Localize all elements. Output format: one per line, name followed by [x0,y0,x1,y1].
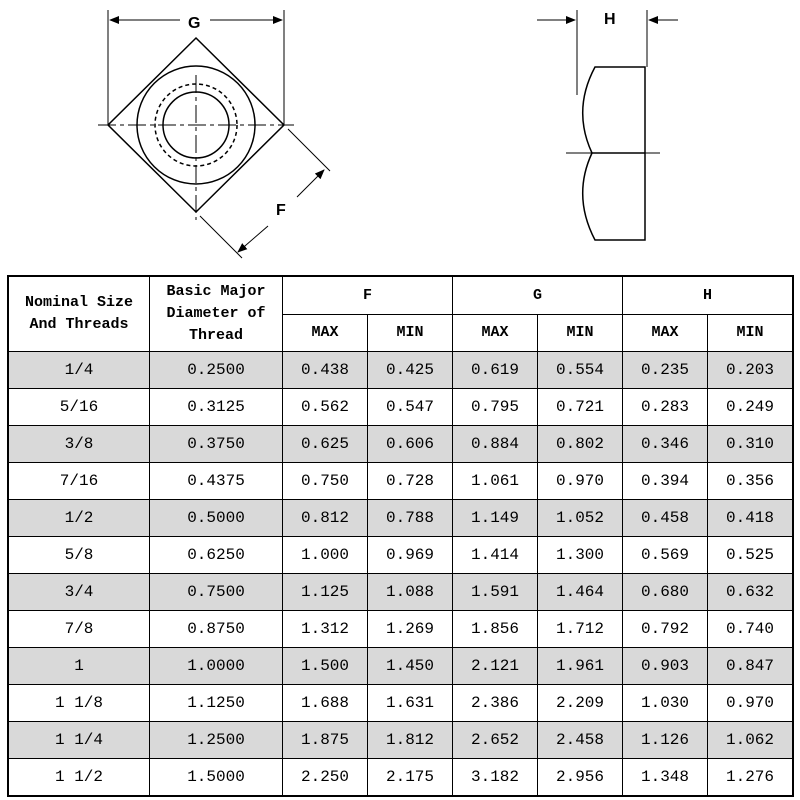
cell-g-max: 3.182 [453,759,538,797]
cell-nominal-size: 5/16 [8,389,150,426]
header-group-h: H [623,276,794,315]
cell-g-max: 1.061 [453,463,538,500]
cell-nominal-size: 1/4 [8,352,150,389]
table-row [8,537,793,574]
cell-basic-diameter: 0.2500 [150,352,283,389]
cell-h-max: 0.283 [623,389,708,426]
cell-basic-diameter: 1.2500 [150,722,283,759]
cell-f-min: 1.812 [368,722,453,759]
cell-basic-diameter: 0.3125 [150,389,283,426]
cell-g-max: 0.619 [453,352,538,389]
table-row [8,463,793,500]
table-body [8,352,793,797]
cell-basic-diameter: 0.3750 [150,426,283,463]
cell-h-min: 0.847 [708,648,794,685]
cell-f-min: 0.788 [368,500,453,537]
cell-g-min: 0.554 [538,352,623,389]
header-h-max: MAX [623,315,708,352]
cell-nominal-size: 1 1/2 [8,759,150,797]
cell-nominal-size: 7/16 [8,463,150,500]
header-f-max: MAX [283,315,368,352]
cell-h-min: 0.525 [708,537,794,574]
cell-g-max: 2.652 [453,722,538,759]
cell-f-min: 1.631 [368,685,453,722]
cell-f-max: 0.812 [283,500,368,537]
cell-f-max: 0.625 [283,426,368,463]
table-row [8,648,793,685]
cell-g-min: 1.300 [538,537,623,574]
cell-g-max: 1.149 [453,500,538,537]
cell-h-min: 0.970 [708,685,794,722]
cell-basic-diameter: 0.7500 [150,574,283,611]
f-label: F [276,202,286,219]
cell-f-min: 0.547 [368,389,453,426]
cell-f-max: 1.500 [283,648,368,685]
table-row [8,426,793,463]
table-row [8,352,793,389]
cell-h-min: 1.062 [708,722,794,759]
h-label: H [604,11,616,28]
cell-nominal-size: 1/2 [8,500,150,537]
cell-f-min: 1.088 [368,574,453,611]
cell-g-min: 1.464 [538,574,623,611]
cell-basic-diameter: 1.0000 [150,648,283,685]
cell-f-max: 1.875 [283,722,368,759]
cell-h-min: 0.203 [708,352,794,389]
cell-h-max: 0.680 [623,574,708,611]
table-row [8,759,793,797]
cell-f-max: 1.688 [283,685,368,722]
cell-f-max: 1.125 [283,574,368,611]
cell-f-max: 1.000 [283,537,368,574]
header-group-g: G [453,276,623,315]
cell-f-min: 1.269 [368,611,453,648]
cell-nominal-size: 3/8 [8,426,150,463]
cell-h-max: 1.348 [623,759,708,797]
cell-f-min: 0.606 [368,426,453,463]
cell-basic-diameter: 0.8750 [150,611,283,648]
cell-h-min: 0.418 [708,500,794,537]
cell-h-max: 0.569 [623,537,708,574]
cell-nominal-size: 1 1/4 [8,722,150,759]
nut-top-view [98,38,294,220]
cell-f-max: 0.438 [283,352,368,389]
cell-basic-diameter: 0.4375 [150,463,283,500]
cell-f-max: 1.312 [283,611,368,648]
header-g-min: MIN [538,315,623,352]
cell-f-max: 0.562 [283,389,368,426]
cell-h-min: 0.249 [708,389,794,426]
cell-g-max: 1.414 [453,537,538,574]
cell-g-min: 1.961 [538,648,623,685]
cell-g-max: 2.386 [453,685,538,722]
cell-f-min: 0.425 [368,352,453,389]
cell-f-min: 2.175 [368,759,453,797]
cell-basic-diameter: 0.5000 [150,500,283,537]
cell-nominal-size: 1 1/8 [8,685,150,722]
cell-g-min: 2.458 [538,722,623,759]
cell-g-max: 0.884 [453,426,538,463]
cell-g-min: 1.052 [538,500,623,537]
cell-nominal-size: 3/4 [8,574,150,611]
cell-nominal-size: 5/8 [8,537,150,574]
header-f-min: MIN [368,315,453,352]
cell-h-max: 0.346 [623,426,708,463]
cell-g-min: 1.712 [538,611,623,648]
cell-h-max: 1.030 [623,685,708,722]
cell-h-min: 0.740 [708,611,794,648]
cell-f-max: 2.250 [283,759,368,797]
header-h-min: MIN [708,315,794,352]
square-nut-drawing [0,0,800,272]
cell-h-max: 1.126 [623,722,708,759]
cell-f-min: 0.728 [368,463,453,500]
cell-basic-diameter: 1.1250 [150,685,283,722]
cell-g-max: 0.795 [453,389,538,426]
cell-h-min: 0.632 [708,574,794,611]
header-group-f: F [283,276,453,315]
g-label: G [188,15,201,32]
cell-g-min: 0.970 [538,463,623,500]
cell-g-max: 1.856 [453,611,538,648]
cell-basic-diameter: 0.6250 [150,537,283,574]
table-row [8,389,793,426]
cell-f-min: 0.969 [368,537,453,574]
cell-nominal-size: 7/8 [8,611,150,648]
cell-h-min: 1.276 [708,759,794,797]
cell-h-max: 0.235 [623,352,708,389]
cell-g-min: 2.209 [538,685,623,722]
nut-side-view [566,67,660,240]
cell-f-min: 1.450 [368,648,453,685]
cell-h-min: 0.356 [708,463,794,500]
dimension-table [7,275,794,797]
header-nominal-size: Nominal Size And Threads [8,276,150,352]
cell-nominal-size: 1 [8,648,150,685]
table-row [8,574,793,611]
header-g-max: MAX [453,315,538,352]
cell-h-max: 0.394 [623,463,708,500]
cell-g-min: 2.956 [538,759,623,797]
table-row [8,722,793,759]
header-basic-diameter: Basic Major Diameter of Thread [150,276,283,352]
cell-h-min: 0.310 [708,426,794,463]
cell-basic-diameter: 1.5000 [150,759,283,797]
table-row [8,611,793,648]
cell-h-max: 0.903 [623,648,708,685]
cell-g-max: 1.591 [453,574,538,611]
cell-g-min: 0.802 [538,426,623,463]
cell-f-max: 0.750 [283,463,368,500]
cell-g-max: 2.121 [453,648,538,685]
table-row [8,685,793,722]
cell-g-min: 0.721 [538,389,623,426]
table-row [8,500,793,537]
cell-h-max: 0.458 [623,500,708,537]
cell-h-max: 0.792 [623,611,708,648]
